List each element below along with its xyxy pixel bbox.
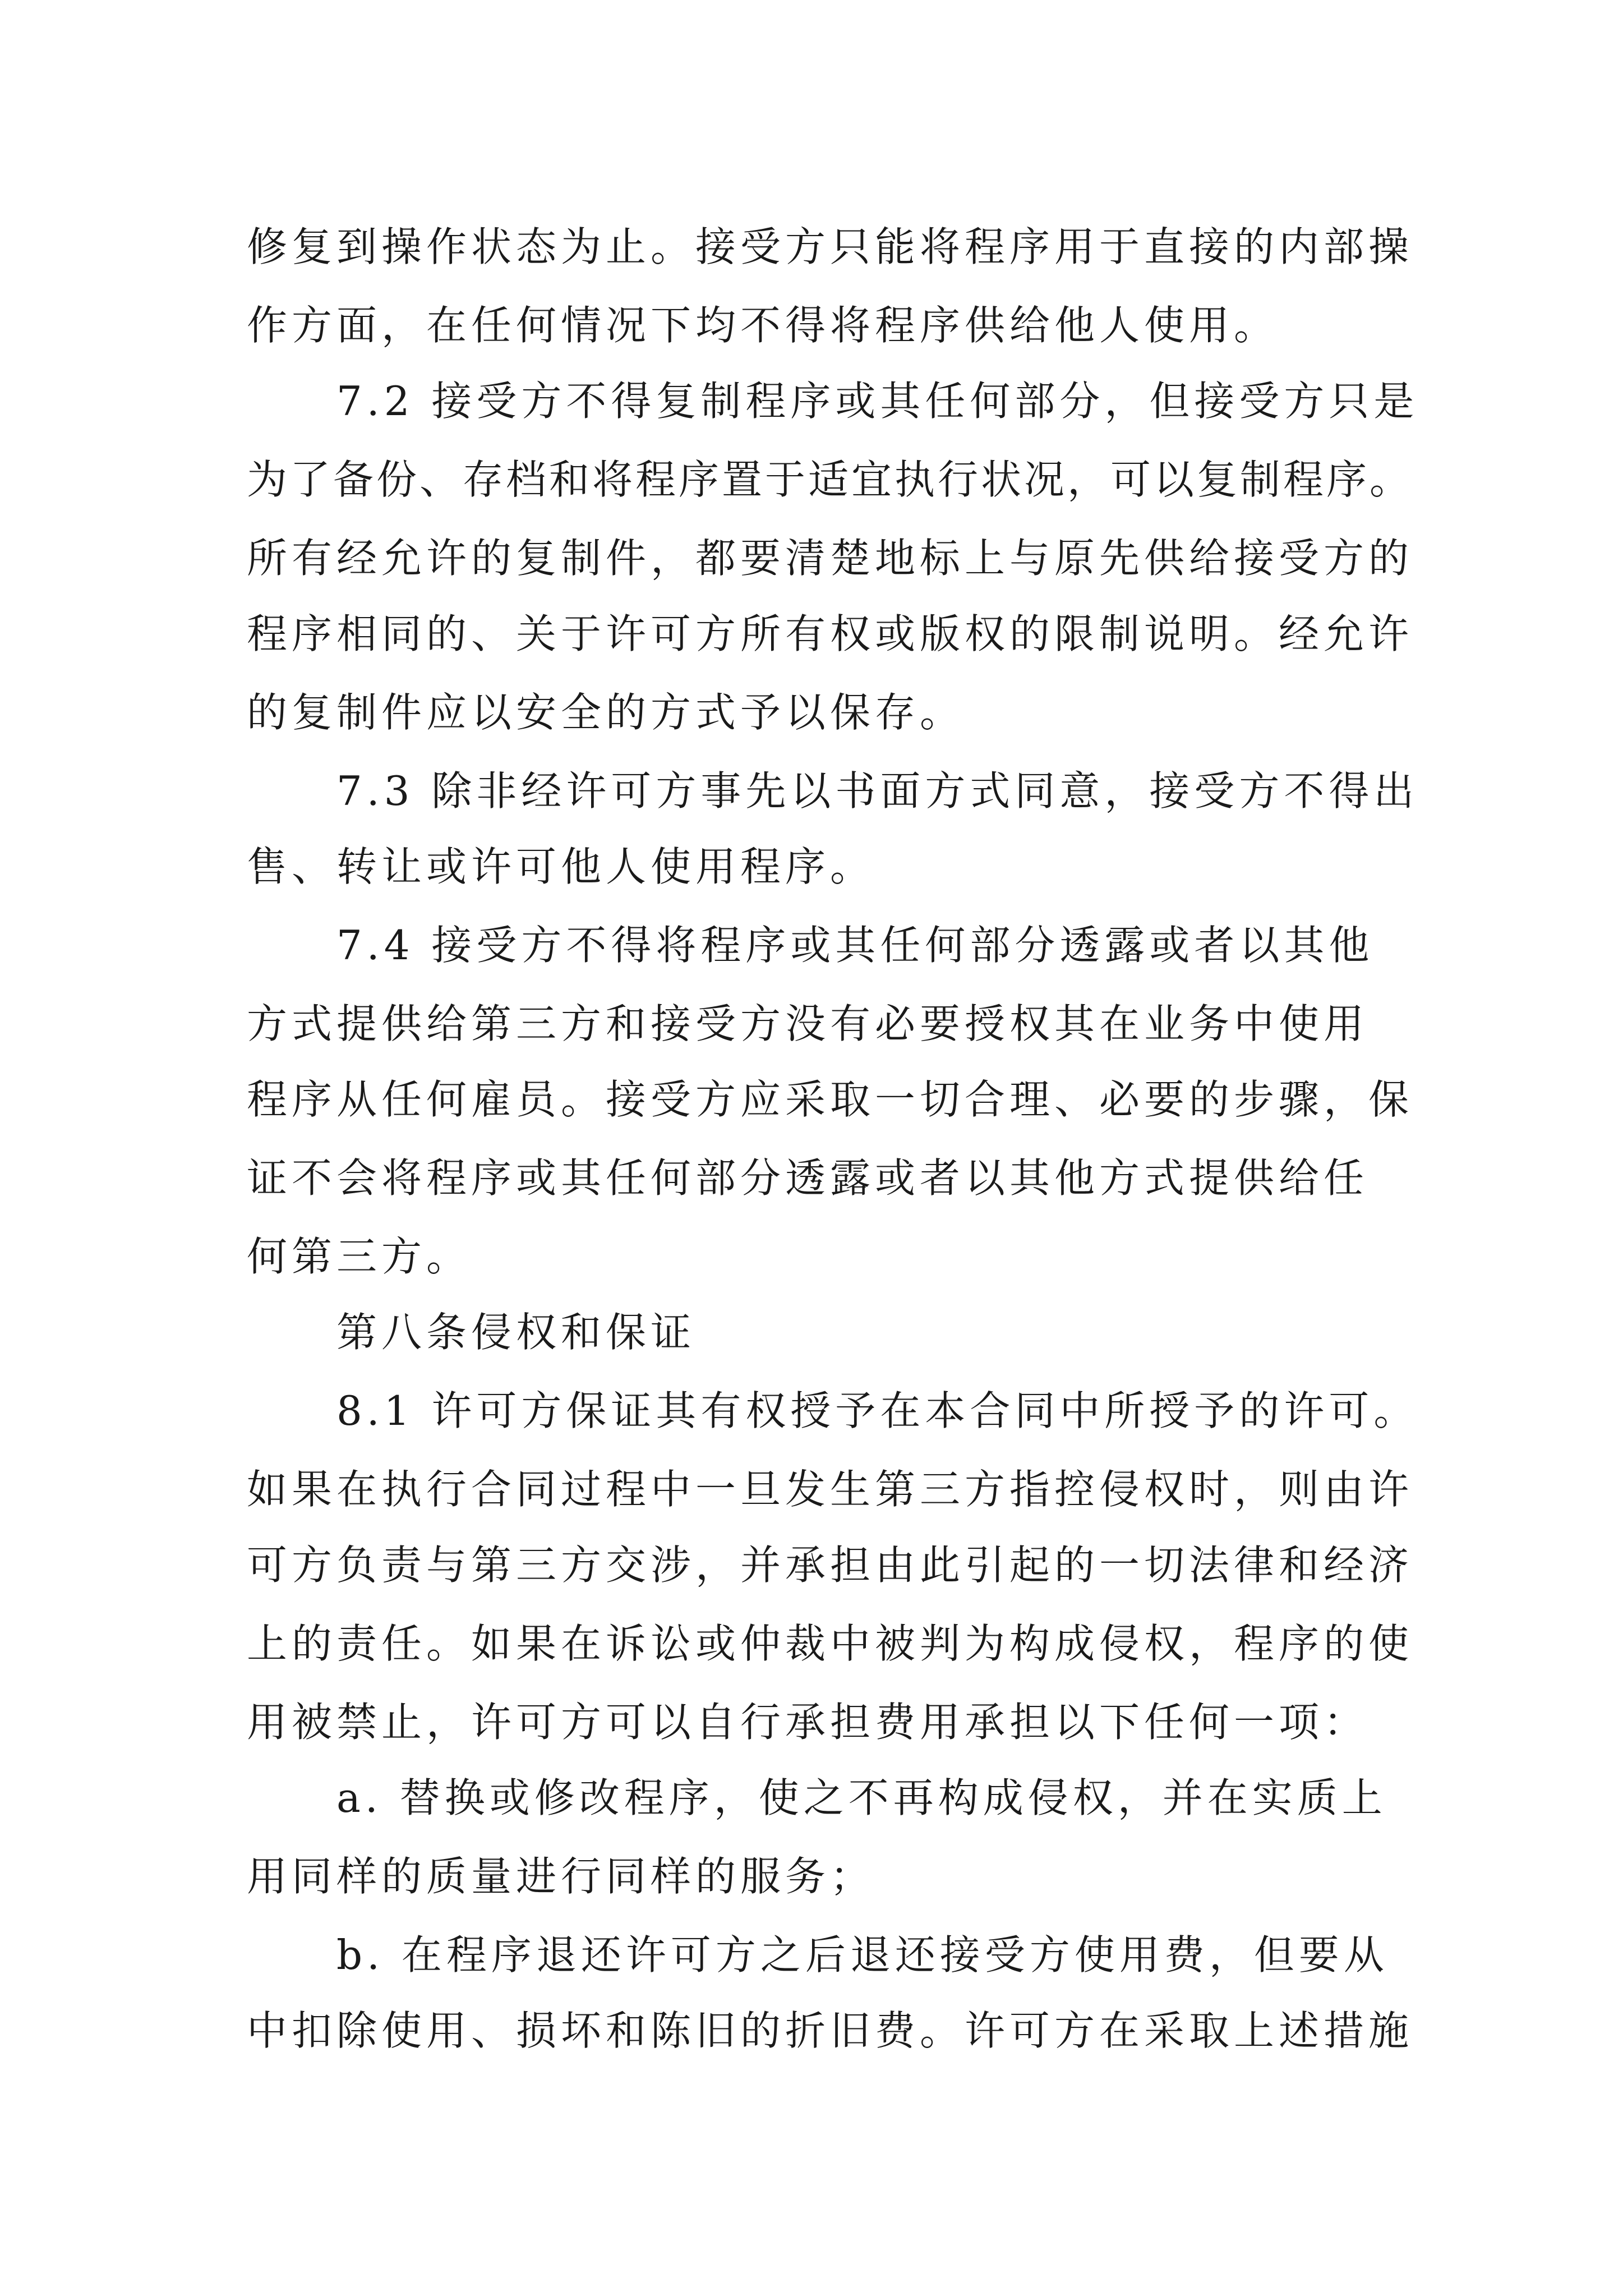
text-line: 售、转让或许可他人使用程序。 — [247, 843, 875, 890]
paragraph-8-1: 8.1 许可方保证其有权授予在本合同中所授予的许可。 — [336, 1387, 1419, 1434]
list-item-a: a. 替换或修改程序，使之不再构成侵权，并在实质上 — [336, 1774, 1387, 1821]
text-line: 中扣除使用、损坏和陈旧的折旧费。许可方在采取上述措施 — [247, 2007, 1414, 2054]
paragraph-7-3: 7.3 除非经许可方事先以书面方式同意，接受方不得出 — [336, 767, 1419, 815]
text-line: 方式提供给第三方和接受方没有必要授权其在业务中使用 — [247, 1000, 1369, 1047]
text-line: 为了备份、存档和将程序置于适宜执行状况，可以复制程序。 — [247, 456, 1413, 503]
text-line: 用同样的质量进行同样的服务； — [247, 1853, 875, 1900]
text-line: 可方负责与第三方交涉，并承担由此引起的一切法律和经济 — [247, 1542, 1414, 1589]
paragraph-7-4: 7.4 接受方不得将程序或其任何部分透露或者以其他 — [336, 922, 1374, 969]
text-line: 用被禁止，许可方可以自行承担费用承担以下任何一项： — [247, 1699, 1369, 1746]
list-item-b: b. 在程序退还许可方之后退还接受方使用费，但要从 — [336, 1931, 1389, 1978]
text-line: 修复到操作状态为止。接受方只能将程序用于直接的内部操 — [247, 223, 1414, 270]
text-line: 程序相同的、关于许可方所有权或版权的限制说明。经允许 — [247, 610, 1414, 657]
text-line: 如果在执行合同过程中一旦发生第三方指控侵权时，则由许 — [247, 1466, 1414, 1513]
text-line: 的复制件应以安全的方式予以保存。 — [247, 689, 965, 736]
paragraph-7-2: 7.2 接受方不得复制程序或其任何部分，但接受方只是 — [336, 378, 1419, 425]
text-line: 何第三方。 — [247, 1233, 472, 1280]
text-line: 作方面，在任何情况下均不得将程序供给他人使用。 — [247, 302, 1279, 349]
text-line: 所有经允许的复制件，都要清楚地标上与原先供给接受方的 — [247, 535, 1414, 582]
text-line: 程序从任何雇员。接受方应采取一切合理、必要的步骤，保 — [247, 1076, 1414, 1123]
section-heading-article-8: 第八条侵权和保证 — [336, 1309, 696, 1356]
text-line: 上的责任。如果在诉讼或仲裁中被判为构成侵权，程序的使 — [247, 1620, 1414, 1667]
text-line: 证不会将程序或其任何部分透露或者以其他方式提供给任 — [247, 1154, 1369, 1202]
